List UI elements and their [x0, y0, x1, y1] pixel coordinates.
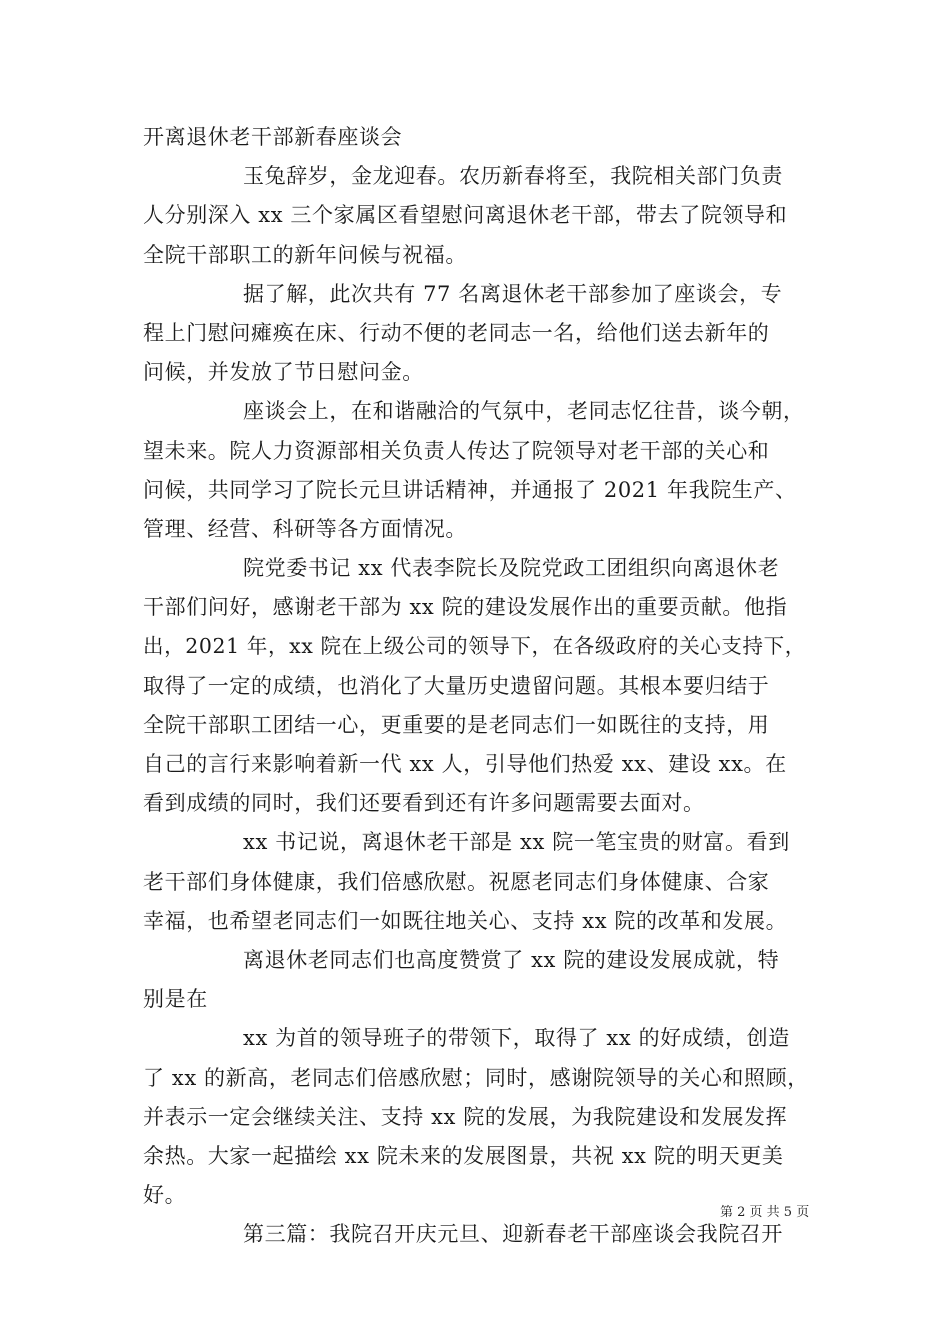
text-line: 座谈会上，在和谐融洽的气氛中，老同志忆往昔，谈今朝， — [243, 399, 805, 424]
text-line: 别是在 — [143, 987, 208, 1012]
text-line: 好。 — [143, 1183, 187, 1208]
text-line: 第三篇：我院召开庆元旦、迎新春老干部座谈会我院召开 — [243, 1222, 783, 1247]
text-line: 看到成绩的同时，我们还要看到还有许多问题需要去面对。 — [143, 791, 705, 816]
page-number: 第 2 页 共 5 页 — [720, 1205, 810, 1220]
text-line: 开离退休老干部新春座谈会 — [143, 125, 403, 149]
text-line: xx 书记说，离退休老干部是 xx 院一笔宝贵的财富。看到 — [243, 830, 790, 855]
text-line: 全院干部职工团结一心，更重要的是老同志们一如既往的支持，用 — [143, 712, 770, 737]
text-line: 院党委书记 xx 代表李院长及院党政工团组织向离退休老 — [243, 556, 780, 581]
text-line: 管理、经营、科研等各方面情况。 — [143, 516, 467, 541]
text-line: 出，2021 年，xx 院在上级公司的领导下，在各级政府的关心支持下， — [143, 634, 806, 659]
text-line: xx 为首的领导班子的带领下，取得了 xx 的好成绩，创造 — [243, 1026, 790, 1051]
text-line: 玉兔辞岁，金龙迎春。农历新春将至，我院相关部门负责 — [243, 164, 783, 189]
text-line: 问候，共同学习了院长元旦讲话精神，并通报了 2021 年我院生产、 — [143, 477, 797, 502]
text-line: 自己的言行来影响着新一代 xx 人，引导他们热爱 xx、建设 xx。在 — [143, 752, 787, 776]
text-line: 干部们问好，感谢老干部为 xx 院的建设发展作出的重要贡献。他指 — [143, 595, 788, 620]
text-line: 老干部们身体健康，我们倍感欣慰。祝愿老同志们身体健康、合家 — [143, 869, 770, 894]
text-line: 并表示一定会继续关注、支持 xx 院的发展，为我院建设和发展发挥 — [143, 1104, 788, 1129]
text-line: 人分别深入 xx 三个家属区看望慰问离退休老干部，带去了院领导和 — [143, 203, 788, 228]
text-line: 取得了一定的成绩，也消化了大量历史遗留问题。其根本要归结于 — [143, 673, 770, 698]
document-body — [143, 118, 808, 1254]
text-line: 余热。大家一起描绘 xx 院未来的发展图景，共祝 xx 院的明天更美 — [143, 1143, 784, 1168]
text-line: 离退休老同志们也高度赞赏了 xx 院的建设发展成就，特 — [243, 947, 780, 972]
text-line: 全院干部职工的新年问候与祝福。 — [143, 242, 467, 267]
text-line: 了 xx 的新高，老同志们倍感欣慰；同时，感谢院领导的关心和照顾， — [143, 1065, 809, 1090]
text-line: 望未来。院人力资源部相关负责人传达了院领导对老干部的关心和 — [143, 438, 770, 463]
text-line: 幸福，也希望老同志们一如既往地关心、支持 xx 院的改革和发展。 — [143, 908, 788, 933]
text-line: 程上门慰问瘫痪在床、行动不便的老同志一名，给他们送去新年的 — [143, 320, 770, 345]
text-line: 据了解，此次共有 77 名离退休老干部参加了座谈会，专 — [243, 281, 783, 306]
text-line: 问候，并发放了节日慰问金。 — [143, 360, 424, 385]
